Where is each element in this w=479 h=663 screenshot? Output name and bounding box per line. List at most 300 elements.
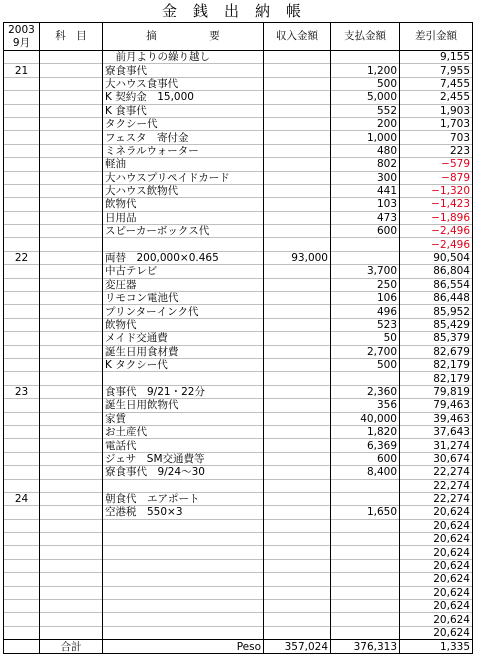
expense-cell [331, 586, 400, 599]
ledger-row [4, 519, 473, 532]
balance-cell: 31,274 [400, 439, 473, 452]
balance-cell: 20,624 [400, 506, 473, 519]
balance-cell: −1,896 [400, 211, 473, 224]
expense-cell: 2,700 [331, 345, 400, 358]
expense-cell [331, 492, 400, 505]
balance-cell: 1,903 [400, 104, 473, 117]
day-cell [4, 77, 40, 90]
ledger-row [4, 211, 473, 224]
description-cell [103, 372, 264, 385]
expense-cell: 250 [331, 278, 400, 291]
expense-cell: 480 [331, 144, 400, 157]
income-cell [264, 506, 331, 519]
description-cell: プリンターインク代 [103, 305, 264, 318]
description-cell: スピーカーボックス代 [103, 225, 264, 238]
balance-cell: 82,179 [400, 372, 473, 385]
ledger-row [4, 385, 473, 398]
category-cell [40, 198, 103, 211]
expense-cell: 473 [331, 211, 400, 224]
date-header [4, 23, 40, 51]
ledger-row [4, 158, 473, 171]
balance-cell: 20,624 [400, 546, 473, 559]
expense-cell: 600 [331, 225, 400, 238]
expense-cell [331, 559, 400, 572]
income-cell [264, 385, 331, 398]
balance-cell: −1,423 [400, 198, 473, 211]
income-cell [264, 358, 331, 371]
month-header: 9月 [12, 36, 31, 49]
ledger-row [4, 91, 473, 104]
category-cell [40, 292, 103, 305]
description-cell [103, 626, 264, 639]
description-cell: K 食事代 [103, 104, 264, 117]
category-cell [40, 613, 103, 626]
totals-row [4, 640, 473, 654]
ledger-row [4, 439, 473, 452]
income-cell [264, 318, 331, 331]
category-cell [40, 600, 103, 613]
balance-cell: 30,674 [400, 452, 473, 465]
expense-cell [331, 372, 400, 385]
ledger-row [4, 278, 473, 291]
description-cell [103, 559, 264, 572]
income-cell [264, 332, 331, 345]
description-cell [103, 238, 264, 251]
category-cell [40, 104, 103, 117]
day-cell [4, 613, 40, 626]
income-cell [264, 117, 331, 130]
income-header: 収入金額 [264, 23, 331, 51]
balance-cell: −2,496 [400, 225, 473, 238]
income-cell [264, 198, 331, 211]
header-row [4, 23, 473, 51]
year-header: 2003 [8, 23, 35, 36]
ledger-table [3, 22, 473, 654]
description-cell: 大ハウスプリペイドカード [103, 171, 264, 184]
expense-cell: 1,820 [331, 425, 400, 438]
income-cell [264, 131, 331, 144]
day-cell [4, 104, 40, 117]
expense-cell [331, 533, 400, 546]
day-cell [4, 506, 40, 519]
income-cell [264, 64, 331, 77]
day-cell [4, 439, 40, 452]
category-cell [40, 506, 103, 519]
balance-cell: 20,624 [400, 600, 473, 613]
income-cell [264, 600, 331, 613]
income-cell [264, 238, 331, 251]
balance-cell: 223 [400, 144, 473, 157]
expense-cell [331, 238, 400, 251]
totals-label: 合計 [40, 640, 103, 654]
expense-cell: 523 [331, 318, 400, 331]
ledger-row [4, 305, 473, 318]
income-cell [264, 372, 331, 385]
day-cell [4, 559, 40, 572]
description-cell: 大ハウス食事代 [103, 77, 264, 90]
balance-cell: 20,624 [400, 626, 473, 639]
category-cell [40, 131, 103, 144]
day-cell [4, 358, 40, 371]
day-cell [4, 198, 40, 211]
expense-cell: 441 [331, 184, 400, 197]
category-cell [40, 425, 103, 438]
category-cell [40, 117, 103, 130]
balance-header: 差引金額 [400, 23, 473, 51]
expense-cell: 600 [331, 452, 400, 465]
expense-cell: 3,700 [331, 265, 400, 278]
income-cell [264, 613, 331, 626]
expense-cell: 1,000 [331, 131, 400, 144]
expense-cell: 103 [331, 198, 400, 211]
description-cell: ミネラルウォーター [103, 144, 264, 157]
income-cell [264, 305, 331, 318]
category-cell [40, 439, 103, 452]
category-cell [40, 345, 103, 358]
day-cell: 21 [4, 64, 40, 77]
balance-cell: 82,679 [400, 345, 473, 358]
expense-cell [331, 573, 400, 586]
description-cell: 誕生日用飲物代 [103, 399, 264, 412]
category-cell [40, 91, 103, 104]
category-cell [40, 452, 103, 465]
income-cell [264, 533, 331, 546]
total-balance: 1,335 [400, 640, 473, 654]
ledger-row [4, 198, 473, 211]
description-cell: K タクシー代 [103, 358, 264, 371]
description-cell: お土産代 [103, 425, 264, 438]
income-cell: 93,000 [264, 251, 331, 264]
description-cell [103, 479, 264, 492]
ledger-row [4, 51, 473, 64]
description-cell: 家賃 [103, 412, 264, 425]
day-cell [4, 278, 40, 291]
income-cell [264, 225, 331, 238]
expense-cell: 300 [331, 171, 400, 184]
ledger-row [4, 332, 473, 345]
description-cell: 両替 200,000×0.465 [103, 251, 264, 264]
expense-cell: 106 [331, 292, 400, 305]
totals-spacer [4, 640, 40, 654]
ledger-row [4, 626, 473, 639]
ledger-title: 金銭出納帳 [161, 2, 317, 20]
description-cell: 飲物代 [103, 198, 264, 211]
ledger-row [4, 613, 473, 626]
description-cell [103, 613, 264, 626]
balance-cell: 39,463 [400, 412, 473, 425]
day-cell [4, 372, 40, 385]
income-cell [264, 399, 331, 412]
expense-cell [331, 519, 400, 532]
ledger-row [4, 425, 473, 438]
ledger-row [4, 318, 473, 331]
description-cell [103, 546, 264, 559]
description-cell: 寮食事代 [103, 64, 264, 77]
day-cell [4, 91, 40, 104]
expense-cell [331, 546, 400, 559]
totals-currency: Peso [103, 640, 264, 654]
balance-cell: 37,643 [400, 425, 473, 438]
description-cell: メイド交通費 [103, 332, 264, 345]
category-cell [40, 533, 103, 546]
expense-cell [331, 613, 400, 626]
day-cell [4, 412, 40, 425]
day-cell [4, 466, 40, 479]
description-cell: 食事代 9/21・22分 [103, 385, 264, 398]
expense-header: 支払金額 [331, 23, 400, 51]
income-cell [264, 265, 331, 278]
description-cell [103, 573, 264, 586]
description-cell: タクシー代 [103, 117, 264, 130]
day-cell [4, 305, 40, 318]
ledger-row [4, 466, 473, 479]
ledger-row [4, 292, 473, 305]
ledger-row [4, 64, 473, 77]
income-cell [264, 184, 331, 197]
category-cell [40, 385, 103, 398]
description-cell: 変圧器 [103, 278, 264, 291]
description-header: 摘 要 [103, 23, 264, 51]
ledger-row [4, 171, 473, 184]
expense-cell: 40,000 [331, 412, 400, 425]
description-cell: 前月よりの繰り越し [103, 51, 264, 64]
day-cell [4, 238, 40, 251]
balance-cell: 7,455 [400, 77, 473, 90]
description-cell [103, 533, 264, 546]
day-cell [4, 265, 40, 278]
expense-cell: 8,400 [331, 466, 400, 479]
expense-cell: 1,650 [331, 506, 400, 519]
category-cell [40, 184, 103, 197]
ledger-row [4, 372, 473, 385]
balance-cell: 9,155 [400, 51, 473, 64]
description-cell: 誕生日用食材費 [103, 345, 264, 358]
description-cell: 朝食代 エアポート [103, 492, 264, 505]
ledger-row [4, 399, 473, 412]
balance-cell: 22,274 [400, 466, 473, 479]
expense-cell: 500 [331, 77, 400, 90]
category-cell [40, 238, 103, 251]
day-cell [4, 626, 40, 639]
category-cell [40, 158, 103, 171]
category-cell [40, 211, 103, 224]
description-cell: 寮食事代 9/24～30 [103, 466, 264, 479]
expense-cell [331, 51, 400, 64]
ledger-row [4, 225, 473, 238]
income-cell [264, 292, 331, 305]
description-cell: 飲物代 [103, 318, 264, 331]
expense-cell [331, 626, 400, 639]
expense-cell: 496 [331, 305, 400, 318]
category-cell [40, 144, 103, 157]
income-cell [264, 626, 331, 639]
expense-cell: 356 [331, 399, 400, 412]
income-cell [264, 559, 331, 572]
expense-cell: 2,360 [331, 385, 400, 398]
balance-cell: 20,624 [400, 586, 473, 599]
ledger-row [4, 144, 473, 157]
ledger-row [4, 358, 473, 371]
ledger-row [4, 412, 473, 425]
category-cell [40, 573, 103, 586]
income-cell [264, 77, 331, 90]
day-cell [4, 573, 40, 586]
expense-cell [331, 479, 400, 492]
ledger-row [4, 559, 473, 572]
income-cell [264, 158, 331, 171]
ledger-row [4, 573, 473, 586]
income-cell [264, 171, 331, 184]
day-cell: 24 [4, 492, 40, 505]
ledger-row [4, 492, 473, 505]
income-cell [264, 104, 331, 117]
balance-cell: 85,429 [400, 318, 473, 331]
expense-cell: 1,200 [331, 64, 400, 77]
category-cell [40, 332, 103, 345]
category-cell [40, 412, 103, 425]
day-cell [4, 171, 40, 184]
day-cell [4, 318, 40, 331]
ledger-row [4, 479, 473, 492]
income-cell [264, 425, 331, 438]
balance-cell: 90,504 [400, 251, 473, 264]
category-cell [40, 466, 103, 479]
day-cell [4, 225, 40, 238]
ledger-row [4, 131, 473, 144]
balance-cell: 20,624 [400, 613, 473, 626]
description-cell: 空港税 550×3 [103, 506, 264, 519]
day-cell [4, 131, 40, 144]
total-expense: 376,313 [331, 640, 400, 654]
day-cell [4, 519, 40, 532]
category-header: 科 目 [40, 23, 103, 51]
income-cell [264, 492, 331, 505]
balance-cell: −879 [400, 171, 473, 184]
balance-cell: 20,624 [400, 533, 473, 546]
ledger-row [4, 546, 473, 559]
category-cell [40, 519, 103, 532]
balance-cell: 79,819 [400, 385, 473, 398]
ledger-row [4, 506, 473, 519]
income-cell [264, 345, 331, 358]
ledger-row [4, 104, 473, 117]
balance-cell: 86,448 [400, 292, 473, 305]
category-cell [40, 318, 103, 331]
balance-cell: 2,455 [400, 91, 473, 104]
description-cell: フェスタ 寄付金 [103, 131, 264, 144]
day-cell: 22 [4, 251, 40, 264]
income-cell [264, 91, 331, 104]
balance-cell: 20,624 [400, 573, 473, 586]
balance-cell: 86,554 [400, 278, 473, 291]
day-cell [4, 399, 40, 412]
balance-cell: 85,379 [400, 332, 473, 345]
category-cell [40, 492, 103, 505]
income-cell [264, 573, 331, 586]
day-cell [4, 345, 40, 358]
description-cell: 電話代 [103, 439, 264, 452]
ledger-row [4, 345, 473, 358]
balance-cell: 7,955 [400, 64, 473, 77]
category-cell [40, 559, 103, 572]
description-cell [103, 586, 264, 599]
expense-cell: 500 [331, 358, 400, 371]
balance-cell: 22,274 [400, 492, 473, 505]
ledger-row [4, 184, 473, 197]
expense-cell: 552 [331, 104, 400, 117]
income-cell [264, 278, 331, 291]
description-cell: 日用品 [103, 211, 264, 224]
ledger-row [4, 533, 473, 546]
expense-cell: 50 [331, 332, 400, 345]
expense-cell: 6,369 [331, 439, 400, 452]
income-cell [264, 211, 331, 224]
day-cell [4, 425, 40, 438]
category-cell [40, 358, 103, 371]
ledger-row [4, 117, 473, 130]
category-cell [40, 171, 103, 184]
income-cell [264, 519, 331, 532]
balance-cell: 20,624 [400, 519, 473, 532]
day-cell [4, 586, 40, 599]
balance-cell: 85,952 [400, 305, 473, 318]
income-cell [264, 51, 331, 64]
total-income: 357,024 [264, 640, 331, 654]
category-cell [40, 77, 103, 90]
category-cell [40, 399, 103, 412]
expense-cell [331, 600, 400, 613]
balance-cell: −2,496 [400, 238, 473, 251]
description-cell: 軽油 [103, 158, 264, 171]
ledger-row [4, 251, 473, 264]
balance-cell: 1,703 [400, 117, 473, 130]
expense-cell: 802 [331, 158, 400, 171]
day-cell [4, 600, 40, 613]
category-cell [40, 64, 103, 77]
description-cell [103, 600, 264, 613]
expense-cell [331, 251, 400, 264]
income-cell [264, 586, 331, 599]
description-cell: ジェサ SM交通費等 [103, 452, 264, 465]
balance-cell: −579 [400, 158, 473, 171]
balance-cell: 22,274 [400, 479, 473, 492]
category-cell [40, 626, 103, 639]
day-cell [4, 144, 40, 157]
income-cell [264, 546, 331, 559]
category-cell [40, 265, 103, 278]
balance-cell: −1,320 [400, 184, 473, 197]
day-cell [4, 158, 40, 171]
expense-cell: 5,000 [331, 91, 400, 104]
category-cell [40, 225, 103, 238]
balance-cell: 703 [400, 131, 473, 144]
description-cell [103, 519, 264, 532]
category-cell [40, 586, 103, 599]
ledger-row [4, 265, 473, 278]
day-cell [4, 51, 40, 64]
ledger-row [4, 77, 473, 90]
day-cell [4, 546, 40, 559]
category-cell [40, 51, 103, 64]
income-cell [264, 412, 331, 425]
income-cell [264, 439, 331, 452]
category-cell [40, 372, 103, 385]
balance-cell: 79,463 [400, 399, 473, 412]
ledger-row [4, 452, 473, 465]
day-cell [4, 332, 40, 345]
category-cell [40, 546, 103, 559]
description-cell: 大ハウス飲物代 [103, 184, 264, 197]
